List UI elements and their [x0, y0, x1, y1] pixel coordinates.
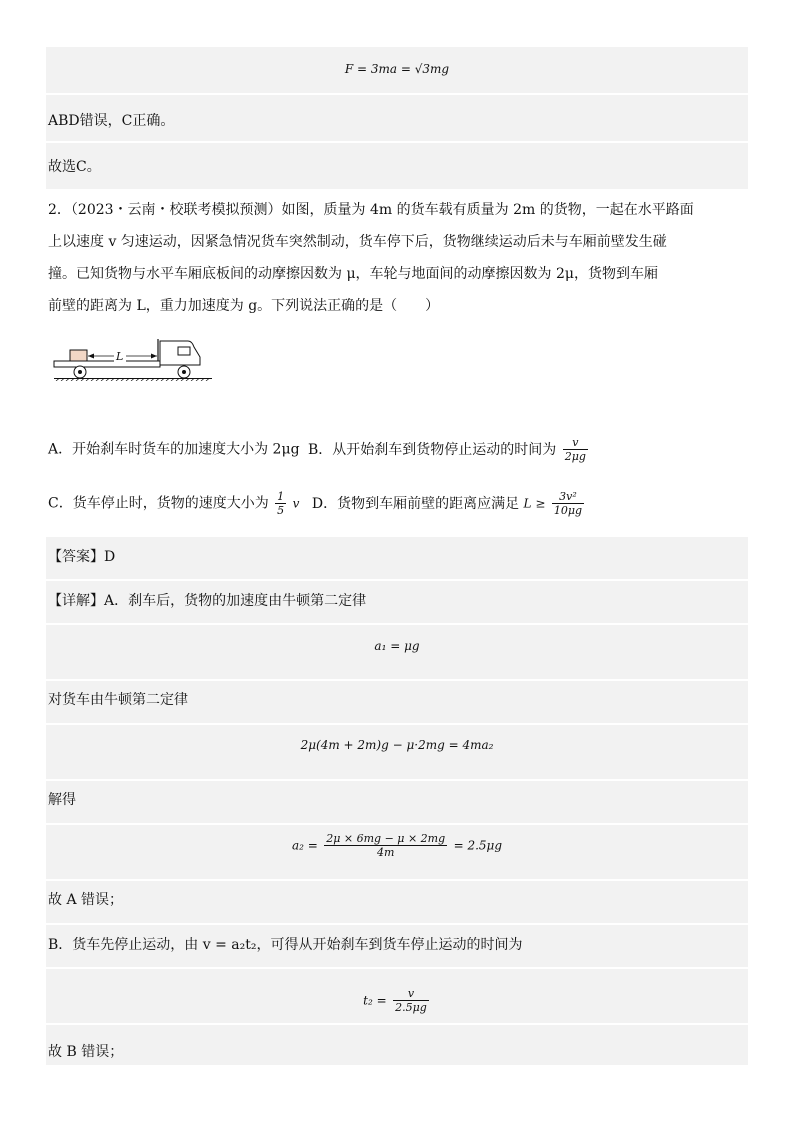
eq3-fraction	[324, 832, 447, 859]
option-b-den: 2μg	[564, 450, 586, 463]
option-c-num: 1	[277, 490, 285, 503]
option-d-num: 3v²	[552, 490, 584, 504]
eq4-lhs: t₂ =	[363, 993, 387, 1008]
solution-band-3	[46, 143, 748, 189]
diagram-label-l: L	[116, 350, 124, 363]
choose-c-line: 故选C。	[48, 159, 101, 175]
equation-a1: a₁ = μg	[374, 639, 420, 653]
option-c-fraction	[275, 490, 286, 517]
option-cd-row	[48, 490, 586, 517]
question-line-4: 前壁的距离为 L，重力加速度为 g。下列说法正确的是（ ）	[48, 298, 440, 314]
equation-a2-row	[46, 832, 748, 859]
eq4-num: v	[393, 987, 429, 1001]
option-b-num: v	[563, 436, 588, 450]
eq4-fraction	[393, 987, 429, 1014]
truck-newton-line: 对货车由牛顿第二定律	[48, 692, 188, 708]
eq3-den: 4m	[376, 846, 395, 859]
eq3-num: 2μ × 6mg − μ × 2mg	[326, 832, 446, 845]
option-a: A．开始刹车时货车的加速度大小为 2μg	[48, 441, 300, 458]
option-b-fraction	[563, 436, 588, 463]
option-c-den: 5	[277, 504, 285, 517]
question-line-2: 上以速度 v 匀速运动，因紧急情况货车突然制动，货车停下后，货物继续运动后未与车厢前壁发生碰	[48, 234, 667, 250]
option-ab-row	[48, 436, 590, 463]
truck-diagram	[50, 335, 216, 381]
eq4-den: 2.5μg	[395, 1001, 427, 1014]
option-d-fraction	[552, 490, 584, 517]
eq3-rhs: = 2.5μg	[453, 838, 503, 853]
a-wrong-line: 故 A 错误；	[48, 892, 124, 908]
equation-truck: 2μ(4m + 2m)g − μ·2mg = 4ma₂	[300, 738, 494, 752]
abd-wrong-line: ABD错误，C正确。	[48, 113, 175, 129]
solve-line: 解得	[48, 792, 76, 808]
detail-intro: 【详解】A．刹车后，货物的加速度由牛顿第二定律	[48, 593, 367, 609]
option-d: D．货物到车厢前壁的距离应满足	[311, 495, 520, 512]
detail-band-7	[46, 881, 748, 923]
formula-f: F = 3ma = √3mg	[344, 62, 450, 76]
b-explain-line: B．货车先停止运动，由 v = a₂t₂，可得从开始刹车到货车停止运动的时间为	[48, 937, 523, 953]
option-d-den: 10μg	[553, 504, 583, 517]
detail-band-5	[46, 781, 748, 823]
answer-line: 【答案】D	[48, 549, 116, 565]
detail-band-4	[46, 725, 748, 779]
question-line-1: 2．（2023・云南・校联考模拟预测）如图，质量为 4m 的货车载有质量为 2m 的货物，一起在水平路面	[48, 202, 694, 218]
equation-t2-row	[46, 987, 748, 1014]
option-c-tail: v	[292, 496, 300, 511]
option-c: C．货车停止时，货物的速度大小为	[48, 495, 269, 512]
eq3-lhs: a₂ =	[291, 838, 318, 853]
answer-band	[46, 537, 748, 579]
b-wrong-line: 故 B 错误；	[48, 1044, 124, 1060]
question-line-3: 撞。已知货物与水平车厢底板间的动摩擦因数为 μ，车轮与地面间的动摩擦因数为 2μ，货物到车厢	[48, 266, 659, 282]
option-d-lhs: L ≥	[523, 496, 546, 511]
detail-band-10	[46, 1025, 748, 1065]
option-b: B．从开始刹车到货物停止运动的时间为	[307, 441, 557, 458]
